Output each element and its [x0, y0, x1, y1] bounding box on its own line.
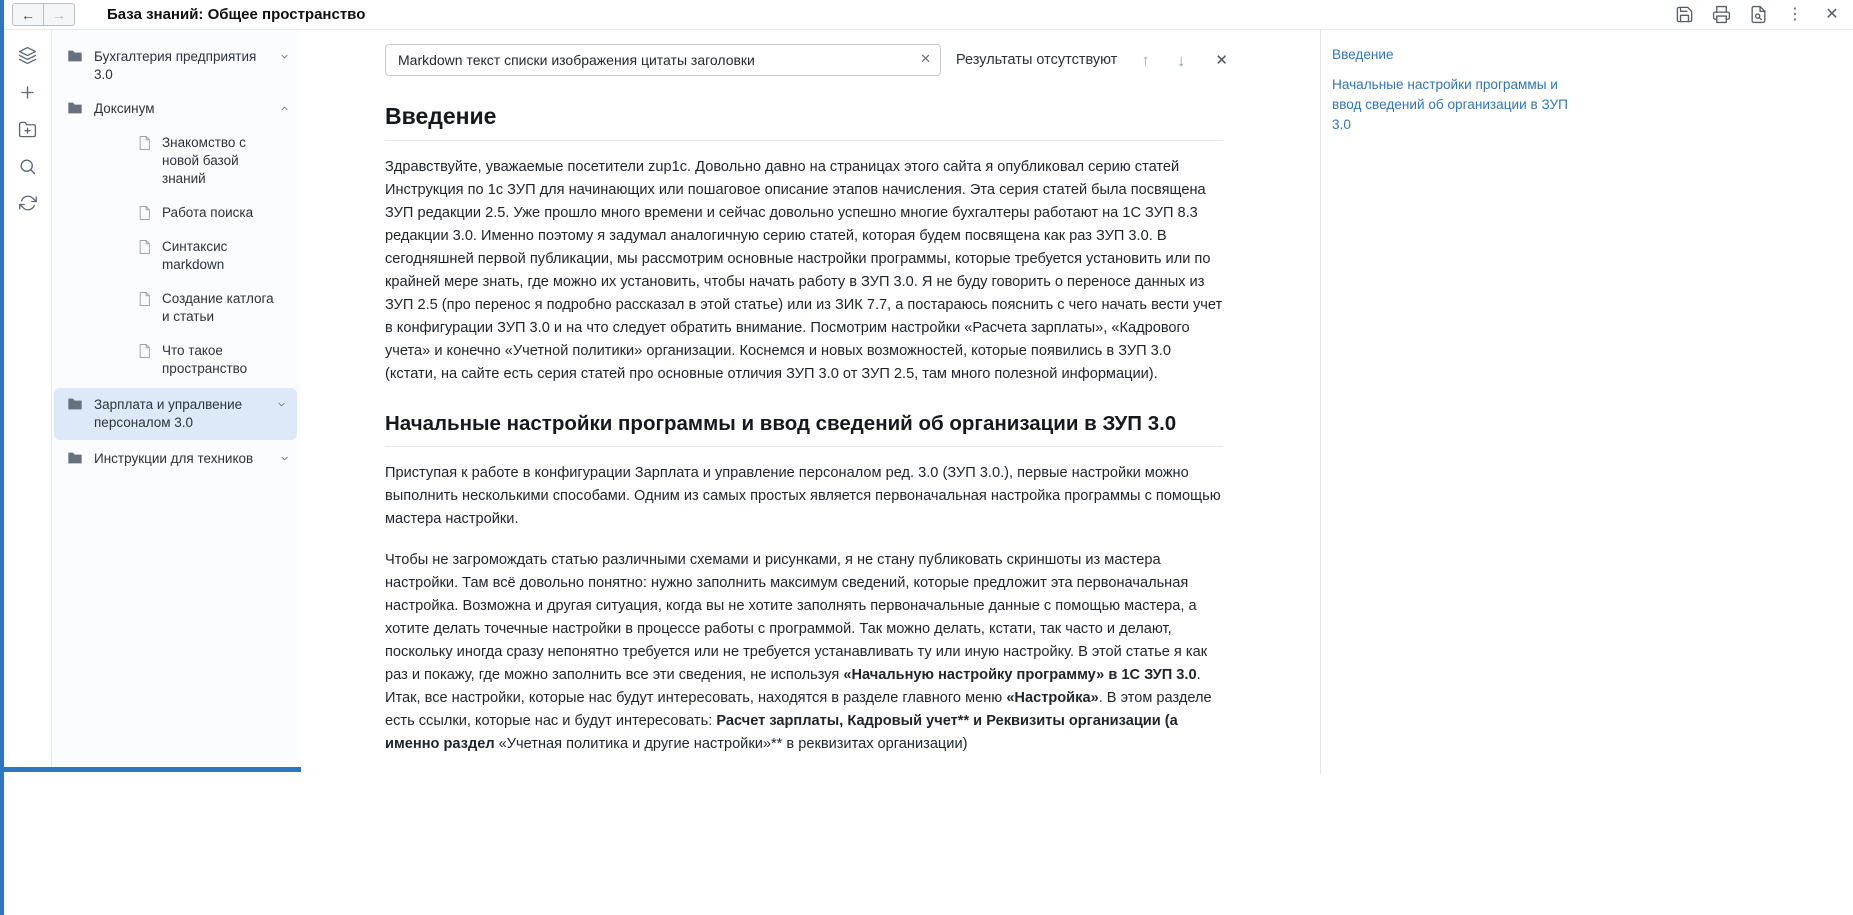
- back-arrow-icon: ←: [21, 6, 35, 23]
- search-next-icon[interactable]: ↓: [1176, 50, 1186, 70]
- section-heading-nachalnye-nastroyki: Начальные настройки программы и ввод сведений об организации в ЗУП 3.0: [385, 412, 1223, 447]
- sidebar-folder-zarplata-i-upravlenie[interactable]: [54, 388, 297, 440]
- toc-link-vvedenie[interactable]: Введение: [1332, 47, 1394, 62]
- refresh-icon[interactable]: [16, 191, 40, 215]
- document-icon: [138, 135, 151, 151]
- tree-item-label: Бухгалтерия предприятия 3.0: [94, 49, 257, 82]
- back-button[interactable]: [12, 3, 44, 26]
- search-clear-icon[interactable]: ✕: [920, 51, 931, 66]
- forward-button[interactable]: [43, 3, 75, 26]
- forward-arrow-icon: →: [52, 6, 66, 23]
- title-bar: [4, 0, 1853, 30]
- document-icon: [138, 205, 151, 221]
- sidebar-doc-znakomstvo-s-novoy-bazoy[interactable]: [52, 126, 300, 196]
- sidebar-doc-sozdanie-kataloga-i-stati[interactable]: [52, 282, 300, 334]
- document-icon: [138, 343, 151, 359]
- table-of-contents: [1320, 30, 1853, 775]
- chevron-down-icon[interactable]: [279, 51, 290, 62]
- toc-link-nachalnye-nastroyki[interactable]: Начальные настройки программы и ввод сведений об организации в ЗУП 3.0: [1332, 77, 1568, 132]
- tree-item-label: Знакомство с новой базой знаний: [162, 135, 246, 186]
- folder-icon: [67, 49, 83, 63]
- search-input[interactable]: [385, 44, 941, 76]
- folder-icon: [67, 101, 83, 115]
- document-icon: [138, 239, 151, 255]
- article-paragraph: Чтобы не загромождать статью различными схемами и рисунками, я не стану публиковать скриншоты из мастера настройки. Там всё довольно понятно: нужно заполнить максимум сведений, которые предложит эта первоначальная настройка. Возможна и другая ситуация, когда вы не хотите заполнять первоначальные данные с помощью мастера, а хотите делать точечные настройки в процессе работы с программой. Так можно делать, кстати, так часто и делают, поскольку иногда сразу непонятно требуется или не требуется устанавливать ту или иную настройку. В этой статье я как раз и покажу, где можно заполнить все эти сведения, не используя «Начальную настройку программу» в 1С ЗУП 3.0. Итак, все настройки, которые нас будут интересовать, находятся в разделе главного меню «Настройка». В этом разделе есть ссылки, которые нас и будут интересовать: Расчет зарплаты, Кадровый учет** и Реквизиты организации (а именно раздел «Учетная политика и другие настройки»** в реквизитах организации): [385, 552, 1212, 752]
- sidebar-doc-sintaksis-markdown[interactable]: [52, 230, 300, 282]
- page-title: База знаний: Общее пространство: [107, 6, 366, 23]
- layers-icon[interactable]: [16, 43, 40, 67]
- more-icon[interactable]: ⋮: [1787, 5, 1803, 23]
- search-icon[interactable]: [16, 154, 40, 178]
- nav-button-group: [12, 3, 75, 26]
- window-edge-bottom: [0, 767, 301, 772]
- tree-item-label: Работа поиска: [162, 205, 254, 220]
- search-close-icon[interactable]: ✕: [1215, 51, 1228, 69]
- folder-icon: [67, 397, 83, 411]
- chevron-up-icon[interactable]: [279, 103, 290, 114]
- close-icon[interactable]: ✕: [1825, 5, 1839, 23]
- sidebar-doc-chto-takoe-prostranstvo[interactable]: [52, 334, 300, 386]
- sidebar-doc-rabota-poiska[interactable]: [52, 196, 300, 230]
- tree-item-label: Доксинум: [94, 101, 155, 116]
- sidebar-tree: [52, 30, 300, 767]
- tree-item-label: Что такое пространство: [162, 343, 248, 376]
- folder-icon: [67, 451, 83, 465]
- article-paragraph: Здравствуйте, уважаемые посетители zup1c. Довольно давно на страницах этого сайта я опубликовал серию статей Инструкция по 1с ЗУП для начинающих или пошаговое описание этапов начисления. Эта серия статей была посвящена ЗУП редакции 2.5. Уже прошло много времени и сейчас довольно успешно многие бухгалтеры работают на 1С ЗУП 8.3 редакции 3.0. Именно поэтому я задумал аналогичную серию статей, которая будем посвящена как раз ЗУП 3.0. В сегодняшней первой публикации, мы рассмотрим основные настройки программы, которые требуется установить или по крайней мере знать, где можно их установить, чтобы начать работу в ЗУП 3.0. Я не буду говорить о переносе данных из ЗУП 2.5 (про перенос я подробно рассказал в этой статье) или из ЗИК 7.7, а постараюсь пояснить с чего начать вести учет в конфигурации ЗУП 3.0 и на что следует обратить внимание. Посмотрим настройки «Расчета зарплаты», «Кадрового учета» и конечно «Учетной политики» организации. Коснемся и новых возможностей, которые появились в ЗУП 3.0 (кстати, на сайте есть серия статей про основные отличия ЗУП 3.0 от ЗУП 2.5, там много полезной информации).: [385, 159, 1223, 382]
- sidebar-folder-buhgalteria-predpriyatiya[interactable]: [52, 40, 300, 92]
- article-paragraph: Приступая к работе в конфигурации Зарплата и управление персоналом ред. 3.0 (ЗУП 3.0.), первые настройки можно выполнить несколькими способами. Одним из самых простых является первоначальная настройка программы с помощью мастера настройки.: [385, 465, 1221, 527]
- main-content: [301, 30, 1320, 775]
- document-icon: [138, 291, 151, 307]
- tree-item-label: Инструкции для техников: [94, 451, 254, 466]
- toolbar-actions: [1673, 4, 1843, 26]
- search-prev-icon[interactable]: ↑: [1141, 50, 1150, 70]
- folder-add-icon[interactable]: [16, 117, 40, 141]
- search-box: [385, 44, 941, 76]
- tree-item-label: Синтаксис markdown: [162, 239, 228, 272]
- section-heading-vvedenie: Введение: [385, 103, 1223, 141]
- preview-search-icon[interactable]: [1747, 4, 1769, 26]
- chevron-down-icon[interactable]: [276, 399, 287, 410]
- search-results-status: Результаты отсутствуют: [956, 52, 1118, 68]
- add-icon[interactable]: [16, 80, 40, 104]
- print-icon[interactable]: [1710, 4, 1732, 26]
- article: [385, 103, 1223, 756]
- tree-item-label: Создание катлога и статьи: [162, 291, 274, 324]
- article-search-bar: [301, 30, 1320, 76]
- sidebar-folder-doksinum[interactable]: [52, 92, 300, 126]
- sidebar-folder-instrukcii-dlya-tehnikov[interactable]: [52, 442, 300, 476]
- activity-bar: [4, 30, 52, 767]
- chevron-down-icon[interactable]: [279, 453, 290, 464]
- save-icon[interactable]: [1673, 4, 1695, 26]
- tree-item-label: Зарплата и упралвение персоналом 3.0: [94, 397, 243, 430]
